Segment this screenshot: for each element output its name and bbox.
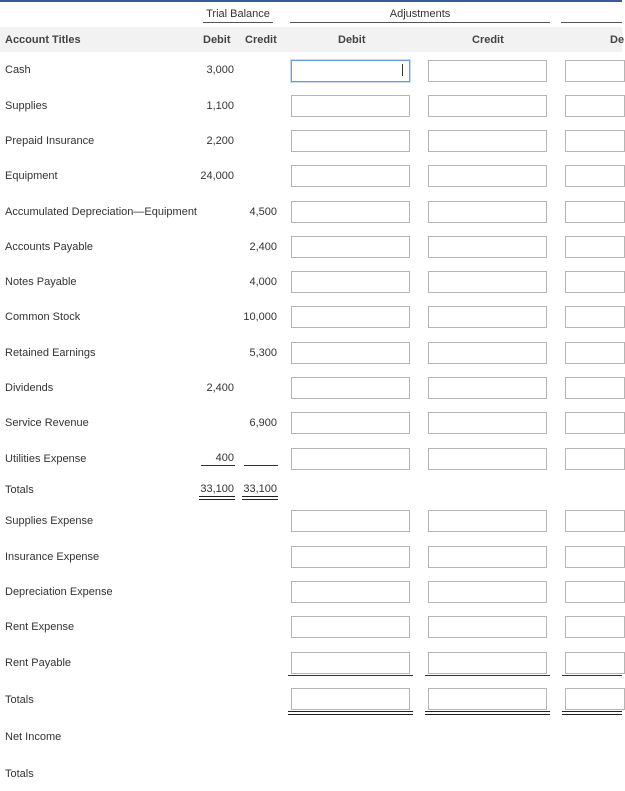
top-border bbox=[0, 0, 622, 2]
account-title: Totals bbox=[5, 484, 34, 496]
adj-credit-double-rule bbox=[425, 711, 550, 715]
tb-debit-value: 3,000 bbox=[206, 64, 234, 76]
adj-credit-input[interactable] bbox=[428, 377, 547, 399]
account-title: Utilities Expense bbox=[5, 453, 87, 465]
next-debit-input[interactable] bbox=[565, 201, 625, 223]
adj-debit-input[interactable] bbox=[291, 201, 410, 223]
adj-debit-input[interactable] bbox=[291, 377, 410, 399]
tb-credit-header: Credit bbox=[245, 34, 277, 46]
tb-debit-value: 2,400 bbox=[206, 382, 234, 394]
adj-debit-input[interactable] bbox=[291, 306, 410, 328]
next-debit-underline bbox=[562, 675, 622, 676]
tb-debit-total: 33,100 bbox=[200, 483, 234, 495]
next-debit-input[interactable] bbox=[565, 130, 625, 152]
adj-debit-input[interactable] bbox=[291, 581, 410, 603]
tb-debit-header: Debit bbox=[203, 34, 231, 46]
trial-balance-group-header: Trial Balance bbox=[203, 8, 273, 23]
next-debit-double-rule bbox=[562, 711, 622, 715]
tb-debit-value: 24,000 bbox=[200, 170, 234, 182]
account-title: Notes Payable bbox=[5, 276, 77, 288]
tb-credit-value: 5,300 bbox=[249, 347, 277, 359]
tb-credit-total: 33,100 bbox=[243, 483, 277, 495]
adj-credit-input[interactable] bbox=[428, 581, 547, 603]
next-debit-total-input[interactable] bbox=[565, 688, 625, 710]
account-title: Totals bbox=[5, 694, 34, 706]
column-header-row bbox=[0, 27, 625, 52]
tb-credit-value: 10,000 bbox=[243, 311, 277, 323]
account-title: Rent Payable bbox=[5, 657, 72, 669]
next-debit-input[interactable] bbox=[565, 448, 625, 470]
next-debit-input[interactable] bbox=[565, 546, 625, 568]
adj-debit-input[interactable] bbox=[291, 95, 410, 117]
tb-credit-value: 4,000 bbox=[249, 276, 277, 288]
next-debit-input[interactable] bbox=[565, 510, 625, 532]
account-title: Accounts Payable bbox=[5, 241, 94, 253]
tb-debit-underline bbox=[201, 465, 235, 466]
adj-debit-double-rule bbox=[288, 711, 413, 715]
tb-credit-value: 2,400 bbox=[249, 241, 277, 253]
adjustments-group-header: Adjustments bbox=[290, 8, 550, 23]
next-debit-input[interactable] bbox=[565, 236, 625, 258]
adj-credit-input[interactable] bbox=[428, 448, 547, 470]
account-title: Equipment bbox=[5, 170, 58, 182]
adj-credit-input[interactable] bbox=[428, 652, 547, 674]
account-title: Totals bbox=[5, 768, 34, 780]
account-title: Cash bbox=[5, 64, 31, 76]
adj-debit-input[interactable] bbox=[291, 60, 410, 82]
adj-credit-input[interactable] bbox=[428, 546, 547, 568]
adj-debit-input[interactable] bbox=[291, 271, 410, 293]
tb-debit-double-rule bbox=[199, 496, 235, 500]
account-title: Dividends bbox=[5, 382, 54, 394]
tb-credit-value: 4,500 bbox=[249, 206, 277, 218]
adj-debit-input[interactable] bbox=[291, 546, 410, 568]
adj-credit-input[interactable] bbox=[428, 236, 547, 258]
adj-debit-input[interactable] bbox=[291, 510, 410, 532]
adj-credit-input[interactable] bbox=[428, 165, 547, 187]
account-titles-header: Account Titles bbox=[5, 34, 81, 46]
account-title: Insurance Expense bbox=[5, 551, 100, 563]
next-debit-input[interactable] bbox=[565, 271, 625, 293]
next-debit-input[interactable] bbox=[565, 652, 625, 674]
tb-credit-value: 6,900 bbox=[249, 417, 277, 429]
next-group-header bbox=[561, 8, 622, 23]
adj-credit-input[interactable] bbox=[428, 95, 547, 117]
account-title: Depreciation Expense bbox=[5, 586, 113, 598]
account-title: Supplies Expense bbox=[5, 515, 94, 527]
account-title: Service Revenue bbox=[5, 417, 89, 429]
adj-credit-input[interactable] bbox=[428, 616, 547, 638]
account-title: Retained Earnings bbox=[5, 347, 96, 359]
adj-debit-input[interactable] bbox=[291, 165, 410, 187]
account-title: Common Stock bbox=[5, 311, 81, 323]
adj-credit-input[interactable] bbox=[428, 510, 547, 532]
next-debit-input[interactable] bbox=[565, 581, 625, 603]
next-debit-input[interactable] bbox=[565, 616, 625, 638]
next-debit-input[interactable] bbox=[565, 412, 625, 434]
next-debit-input[interactable] bbox=[565, 60, 625, 82]
adj-credit-input[interactable] bbox=[428, 342, 547, 364]
adj-debit-input[interactable] bbox=[291, 342, 410, 364]
account-title: Accumulated Depreciation—Equipment bbox=[5, 206, 197, 218]
adj-credit-input[interactable] bbox=[428, 201, 547, 223]
text-caret bbox=[402, 64, 403, 76]
tb-debit-value: 400 bbox=[215, 452, 234, 464]
adj-credit-header: Credit bbox=[472, 34, 504, 46]
adj-credit-input[interactable] bbox=[428, 130, 547, 152]
adj-credit-underline bbox=[425, 675, 550, 676]
adj-debit-total-input[interactable] bbox=[291, 688, 410, 710]
adj-credit-input[interactable] bbox=[428, 271, 547, 293]
account-title: Net Income bbox=[5, 731, 62, 743]
next-debit-input[interactable] bbox=[565, 165, 625, 187]
adj-credit-input[interactable] bbox=[428, 306, 547, 328]
next-debit-input[interactable] bbox=[565, 95, 625, 117]
adj-debit-input[interactable] bbox=[291, 236, 410, 258]
adj-debit-input[interactable] bbox=[291, 130, 410, 152]
account-title: Prepaid Insurance bbox=[5, 135, 95, 147]
next-debit-input[interactable] bbox=[565, 377, 625, 399]
tb-credit-double-rule bbox=[242, 496, 278, 500]
adj-credit-input[interactable] bbox=[428, 60, 547, 82]
next-debit-input[interactable] bbox=[565, 306, 625, 328]
adj-debit-underline bbox=[288, 675, 413, 676]
next-debit-header-partial: De bbox=[610, 34, 625, 46]
tb-credit-underline bbox=[244, 465, 278, 466]
next-debit-input[interactable] bbox=[565, 342, 625, 364]
adj-debit-input[interactable] bbox=[291, 448, 410, 470]
tb-debit-value: 1,100 bbox=[206, 100, 234, 112]
adj-debit-input[interactable] bbox=[291, 616, 410, 638]
adj-credit-input[interactable] bbox=[428, 412, 547, 434]
tb-debit-value: 2,200 bbox=[206, 135, 234, 147]
adj-debit-input[interactable] bbox=[291, 652, 410, 674]
account-title: Rent Expense bbox=[5, 621, 75, 633]
adj-debit-header: Debit bbox=[338, 34, 366, 46]
adj-debit-input[interactable] bbox=[291, 412, 410, 434]
adj-credit-total-input[interactable] bbox=[428, 688, 547, 710]
account-title: Supplies bbox=[5, 100, 48, 112]
